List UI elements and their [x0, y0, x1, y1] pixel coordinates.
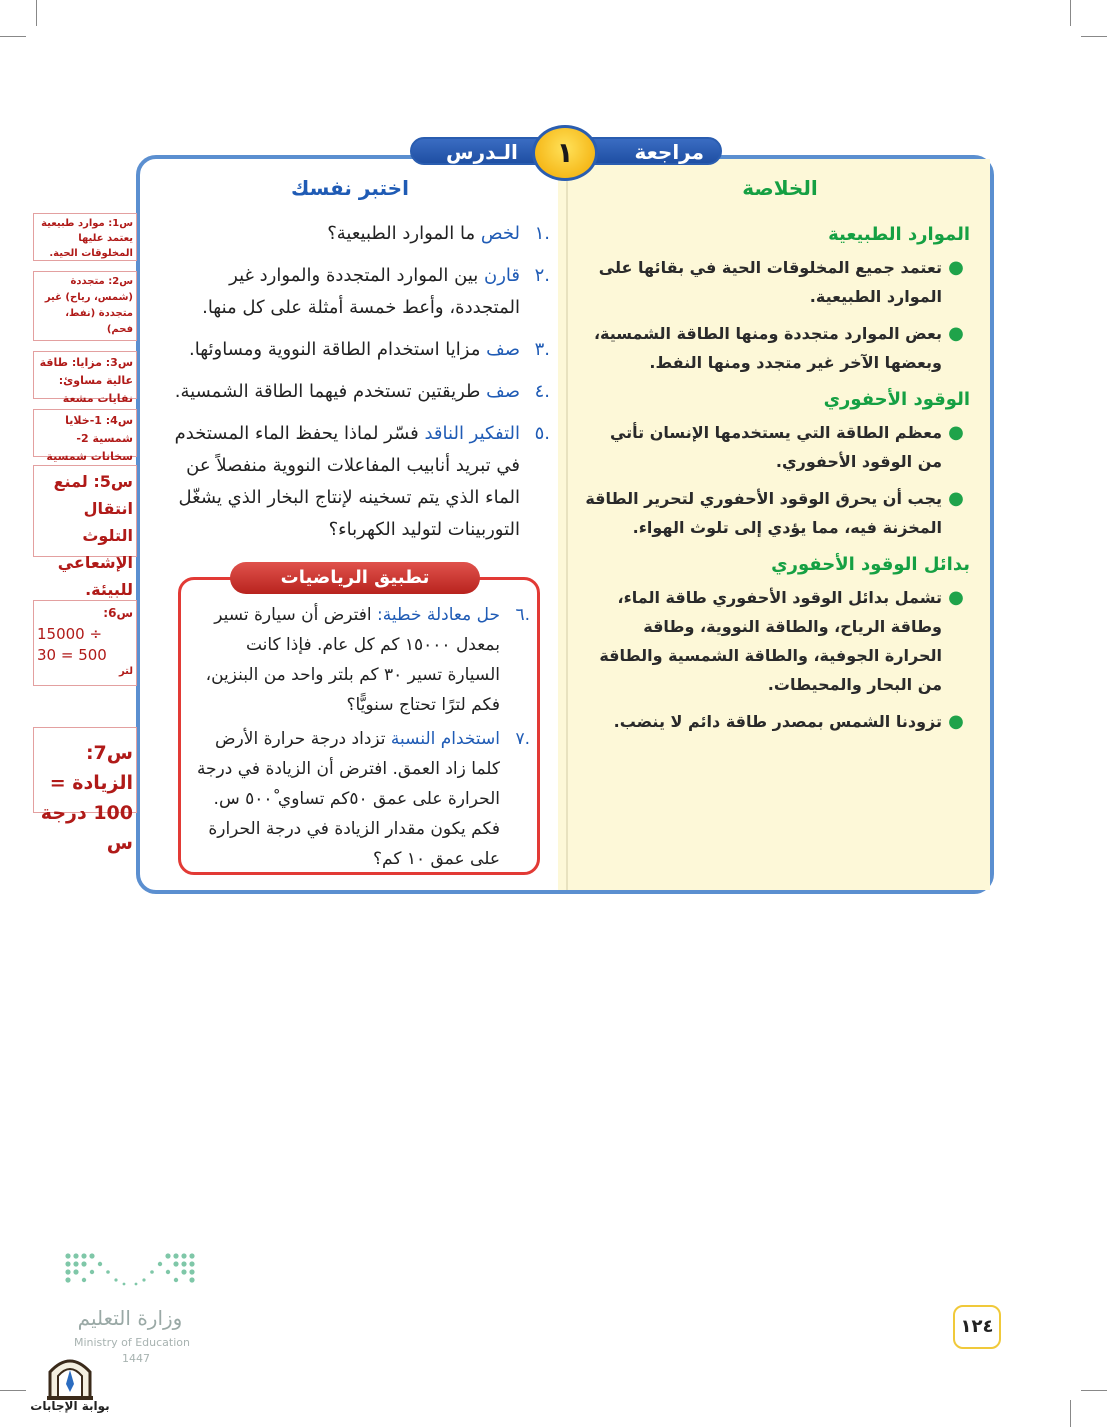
bullet-dot-icon: ● [948, 257, 964, 278]
summary-bullet [585, 484, 970, 542]
crop-mark [1070, 1400, 1071, 1427]
question-number: .٥ [534, 423, 550, 444]
answer-card [33, 271, 137, 341]
summary-heading: الموارد الطبيعية [828, 224, 970, 245]
question-keyword: استخدام النسبة [390, 729, 500, 749]
test-yourself-title: اختبر نفسك [291, 176, 409, 200]
page-number: ١٢٤ [953, 1305, 1001, 1349]
bullet-text: يجب أن يحرق الوقود الأحفوري لتحرير الطاقة المخزنة فيه، مما يؤدي إلى تلوث الهواء. [585, 489, 942, 537]
answer-text: س6: [103, 606, 133, 620]
question-text: فسّر لماذا يحفظ الماء المستخدم في تبريد أنابيب المفاعلات النووية منفصلاً عن الماء الذي يتم تسخينه لإنتاج البخار الذي يشغّل التوربينات لتوليد الكهرباء؟ [174, 423, 520, 540]
summary-bullet [585, 707, 970, 736]
summary-bullet [585, 418, 970, 476]
summary-title: الخلاصة [742, 176, 818, 200]
crop-mark [36, 0, 37, 26]
answer-card [33, 727, 137, 854]
answer-line: 15000 ÷ [37, 625, 103, 643]
lesson-number-badge: ١ [532, 125, 598, 181]
answer-line: 30 = 500 [37, 646, 107, 664]
crop-mark [0, 36, 26, 37]
ministry-name-arabic: وزارة التعليم [77, 1306, 183, 1330]
column-divider [566, 159, 568, 890]
question-keyword: حل معادلة خطية: [377, 605, 500, 625]
bullet-text: تزودنا الشمس بمصدر طاقة دائم لا ينضب. [613, 712, 942, 731]
question-item [160, 334, 550, 366]
question-text: طريقتين تستخدم فيهما الطاقة الشمسية. [174, 381, 487, 402]
question-item [160, 376, 550, 408]
question-keyword: لخص [480, 223, 520, 244]
answer-card [33, 465, 137, 599]
answer-text: س7: الزيادة = 100 درجة س [40, 742, 133, 854]
bullet-text: تعتمد جميع المخلوقات الحية في بقائها على الموارد الطبيعية. [598, 258, 942, 306]
question-text: مزايا استخدام الطاقة النووية ومساوئها. [189, 339, 487, 360]
question-number: .٣ [534, 339, 550, 360]
summary-heading: الوقود الأحفوري [823, 389, 970, 410]
question-number: .٤ [534, 381, 550, 402]
answer-line: لتر [118, 666, 133, 677]
question-item [160, 218, 550, 250]
banner-review-label: مراجعة [634, 140, 704, 164]
question-keyword: صف [486, 339, 520, 360]
question-text: ما الموارد الطبيعية؟ [327, 223, 481, 244]
bullet-text: بعض الموارد متجددة ومنها الطاقة الشمسية، وبعضها الآخر غير متجدد ومنها النفط. [593, 324, 942, 372]
answer-card [33, 409, 137, 463]
bullet-text: معظم الطاقة التي يستخدمها الإنسان تأتي من الوقود الأحفوري. [609, 423, 942, 471]
answer-card [33, 351, 137, 405]
summary-bullet [585, 583, 970, 699]
question-item [160, 418, 550, 546]
bullet-dot-icon: ● [948, 323, 964, 344]
question-text: بين الموارد المتجددة والموارد غير المتجددة، وأعط خمسة أمثلة على كل منها. [202, 265, 520, 318]
gate-logo-icon [44, 1350, 96, 1400]
crop-mark [1081, 36, 1107, 37]
answer-card [33, 600, 137, 686]
ministry-dots-icon [62, 1250, 198, 1290]
answer-text: س3: مزايا: طاقة عالية مساوئ: نفايات مشعة [39, 356, 133, 405]
question-text: تزداد درجة حرارة الأرض كلما زاد العمق. افترض أن الزيادة في درجة الحرارة على عمق ٥٠كم تساوي ٥٠٠ْ س. فكم يكون مقدار الزيادة في درجة الحرارة على عمق ١٠ كم؟ [196, 729, 500, 869]
question-keyword: قارن [484, 265, 520, 286]
site-label: بوابة الإجابات [30, 1399, 110, 1413]
bullet-dot-icon: ● [948, 422, 964, 443]
ministry-year: 1447 [122, 1352, 150, 1365]
question-keyword: صف [486, 381, 520, 402]
crop-mark [1070, 0, 1071, 26]
math-questions [190, 600, 530, 878]
question-number: .٦ [515, 605, 530, 625]
question-text: افترض أن سيارة تسير بمعدل ١٥٠٠٠ كم كل عام. فإذا كانت السيارة تسير ٣٠ كم بلتر واحد من البنزين، فكم لترًا تحتاج سنويًّا؟ [205, 605, 500, 715]
banner-lesson-label: الـدرس [446, 140, 518, 164]
answer-text: س5: لمنع انتقال التلوث الإشعاعي للبيئة. [53, 472, 133, 599]
bullet-text: تشمل بدائل الوقود الأحفوري طاقة الماء، وطاقة الرياح، والطاقة النووية، وطاقة الحرارة الجوفية، والطاقة الشمسية والطاقة من البحار والمحيطات. [599, 588, 942, 694]
question-number: .١ [534, 223, 550, 244]
bullet-dot-icon: ● [948, 711, 964, 732]
crop-mark [1081, 1390, 1107, 1391]
question-item [160, 260, 550, 324]
answer-text: س4: 1-خلايا شمسية 2-سخانات شمسية [46, 414, 133, 463]
question-item [190, 600, 530, 720]
ministry-name-english: Ministry of Education [73, 1336, 190, 1349]
bullet-dot-icon: ● [948, 488, 964, 509]
summary-bullet [585, 319, 970, 377]
question-item [190, 724, 530, 874]
answer-text: س2: متجددة (شمس، رياح) غير متجددة (نفط، فحم) [44, 276, 133, 335]
question-number: .٧ [515, 729, 530, 749]
crop-mark [0, 1390, 26, 1391]
test-yourself-questions [160, 218, 550, 556]
question-number: .٢ [534, 265, 550, 286]
summary-content [585, 218, 970, 744]
bullet-dot-icon: ● [948, 587, 964, 608]
answer-text: س1: موارد طبيعية يعتمد عليها المخلوقات الحية. [41, 218, 133, 259]
answer-card [33, 213, 137, 261]
summary-bullet [585, 253, 970, 311]
summary-heading: بدائل الوقود الأحفوري [771, 554, 970, 575]
question-keyword: التفكير الناقد [424, 423, 520, 444]
lesson-review-banner [410, 131, 722, 171]
math-application-title: تطبيق الرياضيات [230, 562, 480, 594]
